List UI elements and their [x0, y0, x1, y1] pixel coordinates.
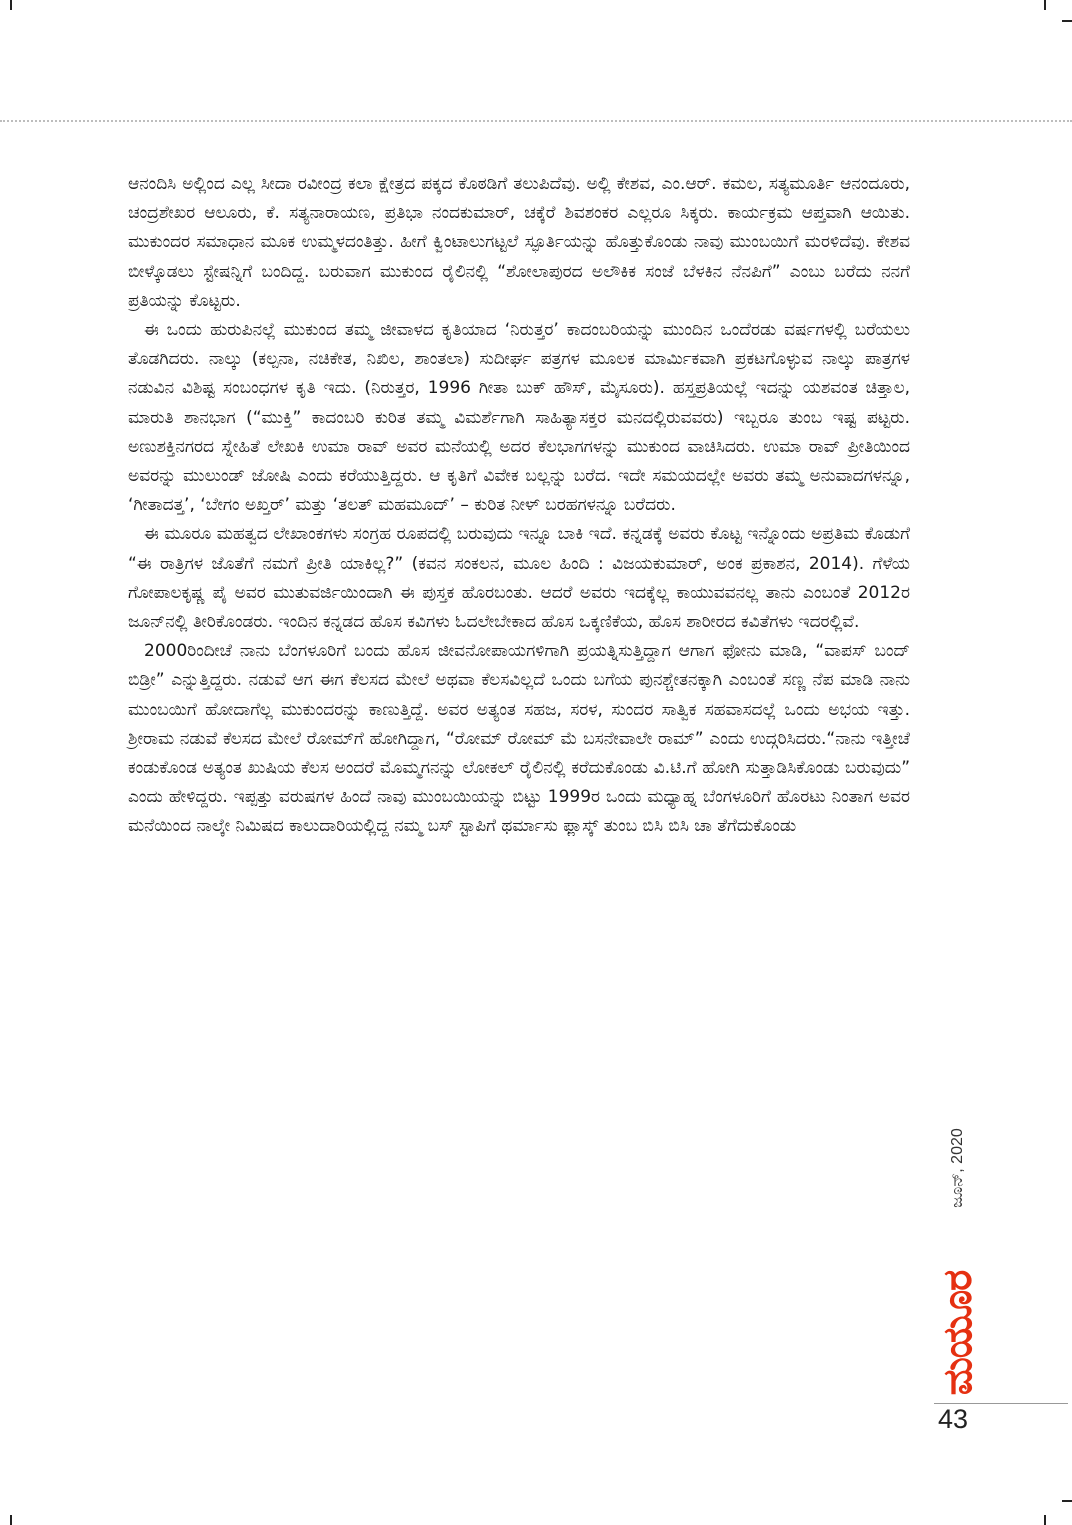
paragraph: ಈ ಒಂದು ಹುರುಪಿನಲ್ಲೆ ಮುಕುಂದ ತಮ್ಮ ಜೀವಾಳದ ಕೃತಿಯಾದ ‘ನಿರುತ್ತರ’ ಕಾದಂಬರಿಯನ್ನು ಮುಂದಿನ ಒಂದೆರಡು ವರ್ಷಗಳಲ್ಲಿ ಬರೆಯಲು ತೊಡಗಿದರು. ನಾಲ್ಕು (ಕಲ್ಪನಾ, ನಚಿಕೇತ, ನಿಖಿಲ, ಶಾಂತಲಾ) ಸುದೀರ್ಘ ಪತ್ರಗಳ ಮೂಲಕ ಮಾರ್ಮಿಕವಾಗಿ ಪ್ರಕಟಗೊಳ್ಳುವ ನಾಲ್ಕು ಪಾತ್ರಗಳ ನಡುವಿನ ವಿಶಿಷ್ಟ ಸಂಬಂಧಗಳ ಕೃತಿ ಇದು. (ನಿರುತ್ತರ, 1996 ಗೀತಾ ಬುಕ್ ಹೌಸ್, ಮೈಸೂರು). ಹಸ್ತಪ್ರತಿಯಲ್ಲೆ ಇದನ್ನು ಯಶವಂತ ಚಿತ್ತಾಲ, ಮಾರುತಿ ಶಾನಭಾಗ (“ಮುಕ್ತಿ” ಕಾದಂಬರಿ ಕುರಿತ ತಮ್ಮ ವಿಮರ್ಶೆಗಾಗಿ ಸಾಹಿತ್ಯಾಸಕ್ತರ ಮನದಲ್ಲಿರುವವರು) ಇಬ್ಬರೂ ತುಂಬ ಇಷ್ಟ ಪಟ್ಟರು. ಅಣುಶಕ್ತಿನಗರದ ಸ್ನೇಹಿತೆ ಲೇಖಕಿ ಉಮಾ ರಾವ್ ಅವರ ಮನೆಯಲ್ಲಿ ಅದರ ಕೆಲಭಾಗಗಳನ್ನು ಮುಕುಂದ ವಾಚಿಸಿದರು. ಉಮಾ ರಾವ್ ಪ್ರೀತಿಯಿಂದ ಅವರನ್ನು ಮುಲುಂಡ್ ಜೋಷಿ ಎಂದು ಕರೆಯುತ್ತಿದ್ದರು. ಆ ಕೃತಿಗೆ ವಿವೇಕ ಬಲ್ಲನ್ನು ಬರೆದ. ಇದೇ ಸಮಯದಲ್ಲೇ ಅವರು ತಮ್ಮ ಅನುವಾದಗಳನ್ನೂ, ‘ಗೀತಾದತ್ತ’, ‘ಬೇಗಂ ಅಖ್ತರ್’ ಮತ್ತು ‘ತಲತ್ ಮಹಮೂದ್’ – ಕುರಿತ ನೀಳ್ ಬರಹಗಳನ್ನೂ ಬರೆದರು.: [128, 320, 910, 516]
issue-date: ಜೂನ್, 2020: [949, 1128, 966, 1208]
crop-mark-top-left: [10, 0, 12, 10]
page-number: 43: [938, 1404, 969, 1434]
header-dotted-rule: [0, 120, 1072, 122]
crop-mark-right-bottom: [1062, 1500, 1072, 1502]
crop-mark-top-right: [1044, 0, 1046, 10]
crop-mark-bottom-left: [10, 1515, 12, 1525]
article-body: [128, 170, 910, 842]
paragraph: 2000ರಿಂದೀಚೆ ನಾನು ಬೆಂಗಳೂರಿಗೆ ಬಂದು ಹೊಸ ಜೀವನೋಪಾಯಗಳಿಗಾಗಿ ಪ್ರಯತ್ನಿಸುತ್ತಿದ್ದಾಗ ಆಗಾಗ ಫೋನು ಮಾಡಿ, “ವಾಪಸ್ ಬಂದ್ ಬಿಡ್ರೀ” ಎನ್ನುತ್ತಿದ್ದರು. ನಡುವೆ ಆಗ ಈಗ ಕೆಲಸದ ಮೇಲೆ ಅಥವಾ ಕೆಲಸವಿಲ್ಲದೆ ಒಂದು ಬಗೆಯ ಪುನಶ್ಚೇತನಕ್ಕಾಗಿ ಎಂಬಂತೆ ಸಣ್ಣ ನೆಪ ಮಾಡಿ ನಾನು ಮುಂಬಯಿಗೆ ಹೋದಾಗೆಲ್ಲ ಮುಕುಂದರನ್ನು ಕಾಣುತ್ತಿದ್ದೆ. ಅವರ ಅತ್ಯಂತ ಸಹಜ, ಸರಳ, ಸುಂದರ ಸಾತ್ವಿಕ ಸಹವಾಸದಲ್ಲೆ ಒಂದು ಅಭಯ ಇತ್ತು. ಶ್ರೀರಾಮ ನಡುವೆ ಕೆಲಸದ ಮೇಲೆ ರೋಮ್‌ಗೆ ಹೋಗಿದ್ದಾಗ, “ರೋಮ್ ರೋಮ್ ಮೆ ಬಸನೇವಾಲೇ ರಾಮ್” ಎಂದು ಉದ್ಗರಿಸಿದರು.“ನಾನು ಇತ್ತೀಚೆ ಕಂಡುಕೊಂಡ ಅತ್ಯಂತ ಖುಷಿಯ ಕೆಲಸ ಅಂದರೆ ಮೊಮ್ಮಗನನ್ನು ಲೋಕಲ್ ರೈಲಿನಲ್ಲಿ ಕರೆದುಕೊಂಡು ವಿ.ಟಿ.ಗೆ ಹೋಗಿ ಸುತ್ತಾಡಿಸಿಕೊಂಡು ಬರುವುದು” ಎಂದು ಹೇಳಿದ್ದರು. ಇಪ್ಪತ್ತು ವರುಷಗಳ ಹಿಂದೆ ನಾವು ಮುಂಬಯಿಯನ್ನು ಬಿಟ್ಟು 1999ರ ಒಂದು ಮಧ್ಯಾಹ್ನ ಬೆಂಗಳೂರಿಗೆ ಹೊರಟು ನಿಂತಾಗ ಅವರ ಮನೆಯಿಂದ ನಾಲ್ಕೇ ನಿಮಿಷದ ಕಾಲುದಾರಿಯಲ್ಲಿದ್ದ ನಮ್ಮ ಬಸ್ ಸ್ಟಾಪಿಗೆ ಥರ್ಮಾಸು ಫ್ಲಾಸ್ಕ್ ತುಂಬ ಬಿಸಿ ಬಿಸಿ ಚಾ ತೆಗೆದುಕೊಂಡು: [128, 641, 910, 837]
crop-mark-right-top: [1062, 20, 1072, 22]
paragraph: ಈ ಮೂರೂ ಮಹತ್ವದ ಲೇಖಾಂಕಗಳು ಸಂಗ್ರಹ ರೂಪದಲ್ಲಿ ಬರುವುದು ಇನ್ನೂ ಬಾಕಿ ಇದೆ. ಕನ್ನಡಕ್ಕೆ ಅವರು ಕೊಟ್ಟ ಇನ್ನೊಂದು ಅಪ್ರತಿಮ ಕೊಡುಗೆ “ಈ ರಾತ್ರಿಗಳ ಜೊತೆಗೆ ನಮಗೆ ಪ್ರೀತಿ ಯಾಕಿಲ್ಲ?” (ಕವನ ಸಂಕಲನ, ಮೂಲ ಹಿಂದಿ : ವಿಜಯಕುಮಾರ್, ಅಂಕ ಪ್ರಕಾಶನ, 2014). ಗೆಳೆಯ ಗೋಪಾಲಕೃಷ್ಣ ಪೈ ಅವರ ಮುತುವರ್ಜಿಯಿಂದಾಗಿ ಈ ಪುಸ್ತಕ ಹೊರಬಂತು. ಆದರೆ ಅವರು ಇದಕ್ಕೆಲ್ಲ ಕಾಯುವವನಲ್ಲ ತಾನು ಎಂಬಂತೆ 2012ರ ಜೂನ್‌ನಲ್ಲಿ ತೀರಿಕೊಂಡರು. ಇಂದಿನ ಕನ್ನಡದ ಹೊಸ ಕವಿಗಳು ಓದಲೇಬೇಕಾದ ಹೊಸ ಒಕ್ಕಣಿಕೆಯ, ಹೊಸ ಶಾರೀರದ ಕವಿತೆಗಳು ಇದರಲ್ಲಿವೆ.: [128, 524, 910, 633]
paragraph: ಆನಂದಿಸಿ ಅಲ್ಲಿಂದ ಎಲ್ಲ ಸೀದಾ ರವೀಂದ್ರ ಕಲಾ ಕ್ಷೇತ್ರದ ಪಕ್ಕದ ಕೊಠಡಿಗೆ ತಲುಪಿದೆವು. ಅಲ್ಲಿ ಕೇಶವ, ಎಂ.ಆರ್. ಕಮಲ, ಸತ್ಯಮೂರ್ತಿ ಆನಂದೂರು, ಚಂದ್ರಶೇಖರ ಆಲೂರು, ಕೆ. ಸತ್ಯನಾರಾಯಣ, ಪ್ರತಿಭಾ ನಂದಕುಮಾರ್, ಚಕ್ಕೆರೆ ಶಿವಶಂಕರ ಎಲ್ಲರೂ ಸಿಕ್ಕರು. ಕಾರ್ಯಕ್ರಮ ಆಪ್ತವಾಗಿ ಆಯಿತು. ಮುಕುಂದರ ಸಮಾಧಾನ ಮೂಕ ಉಮ್ಮಳದಂತಿತ್ತು. ಹೀಗೆ ಕ್ವಿಂಟಾಲುಗಟ್ಟಲೆ ಸ್ಫೂರ್ತಿಯನ್ನು ಹೊತ್ತುಕೊಂಡು ನಾವು ಮುಂಬಯಿಗೆ ಮರಳಿದೆವು. ಕೇಶವ ಬೀಳ್ಕೊಡಲು ಸ್ಟೇಷನ್ನಿಗೆ ಬಂದಿದ್ದ. ಬರುವಾಗ ಮುಕುಂದ ರೈಲಿನಲ್ಲಿ “ಶೋಲಾಪುರದ ಅಲೌಕಿಕ ಸಂಜೆ ಬೆಳಕಿನ ನೆನಪಿಗೆ” ಎಂಬು ಬರೆದು ನನಗೆ ಪ್ರತಿಯನ್ನು ಕೊಟ್ಟರು.: [128, 174, 910, 311]
crop-mark-bottom-right: [1044, 1515, 1046, 1525]
magazine-logo: ಮಯೂರ: [935, 1270, 981, 1396]
